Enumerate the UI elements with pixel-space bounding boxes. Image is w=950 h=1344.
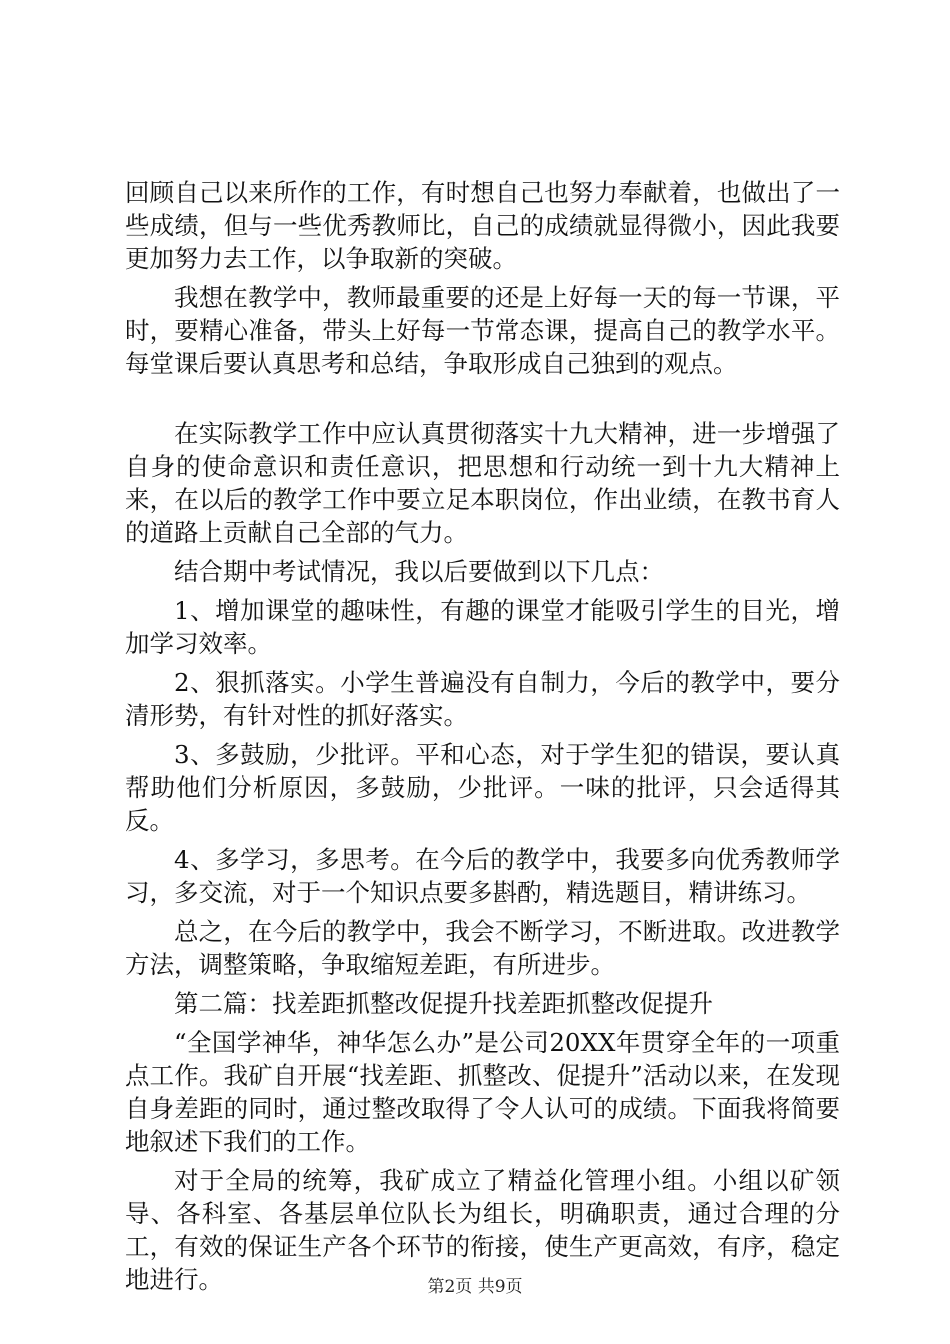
list-item: 3、多鼓励，少批评。平和心态，对于学生犯的错误，要认真帮助他们分析原因，多鼓励，少批评。一味的批评，只会适得其反。	[125, 740, 840, 835]
paragraph: “全国学神华，神华怎么办”是公司20XX年贯穿全年的一项重点工作。我矿自开展“找差距、抓整改、促提升”活动以来，在发现自身差距的同时，通过整改取得了令人认可的成绩。下面我将简要地叙述下我们的工作。	[125, 1028, 840, 1156]
paragraph: 结合期中考试情况，我以后要做到以下几点：	[174, 557, 664, 586]
paragraph: 回顾自己以来所作的工作，有时想自己也努力奉献着，也做出了一些成绩，但与一些优秀教师比，自己的成绩就显得微小，因此我要更加努力去工作，以争取新的突破。	[125, 178, 840, 273]
list-item: 1、增加课堂的趣味性，有趣的课堂才能吸引学生的目光，增加学习效率。	[125, 596, 840, 658]
document-body	[125, 176, 840, 1302]
page-number-footer: 第2页 共9页	[427, 1277, 523, 1297]
section-heading: 第二篇：找差距抓整改促提升找差距抓整改促提升	[174, 989, 713, 1018]
list-item: 2、狠抓落实。小学生普遍没有自制力，今后的教学中，要分清形势，有针对性的抓好落实。	[125, 668, 840, 730]
list-item: 4、多学习，多思考。在今后的教学中，我要多向优秀教师学习，多交流，对于一个知识点要多斟酌，精选题目，精讲练习。	[125, 845, 840, 907]
paragraph: 对于全局的统筹，我矿成立了精益化管理小组。小组以矿领导、各科室、各基层单位队长为组长，明确职责，通过合理的分工，有效的保证生产各个环节的衔接，使生产更高效，有序，稳定地进行。	[125, 1166, 840, 1294]
paragraph: 在实际教学工作中应认真贯彻落实十九大精神，进一步增强了自身的使命意识和责任意识，把思想和行动统一到十九大精神上来，在以后的教学工作中要立足本职岗位，作出业绩，在教书育人的道路上贡献自己全部的气力。	[125, 419, 840, 547]
paragraph: 总之，在今后的教学中，我会不断学习，不断进取。改进教学方法，调整策略，争取缩短差距，有所进步。	[125, 917, 840, 979]
paragraph: 我想在教学中，教师最重要的还是上好每一天的每一节课，平时，要精心准备，带头上好每一节常态课，提高自己的教学水平。每堂课后要认真思考和总结，争取形成自己独到的观点。	[125, 283, 840, 378]
